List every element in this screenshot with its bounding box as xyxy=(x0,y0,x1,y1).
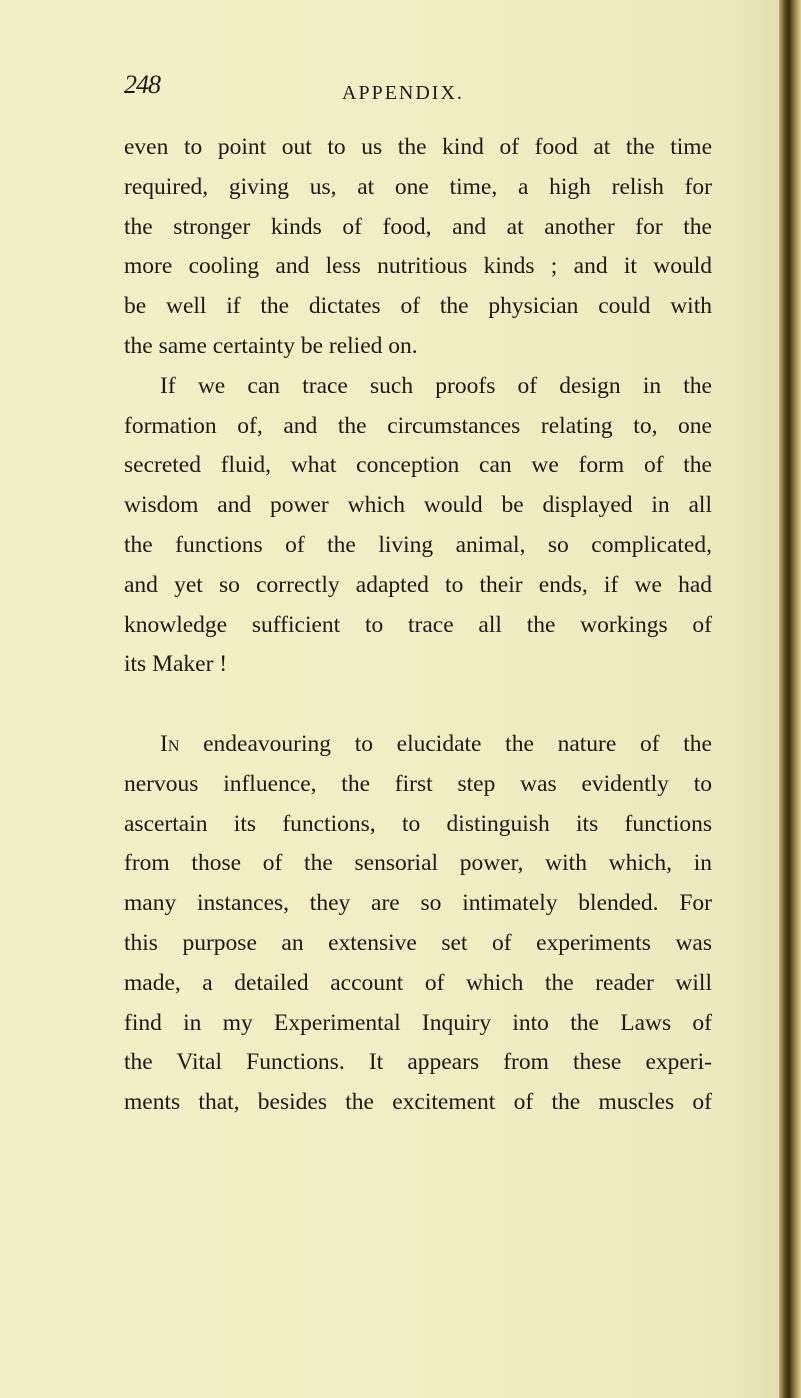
text-line: required, giving us, at one time, a high relish for xyxy=(124,173,712,200)
running-head: APPENDIX. xyxy=(342,82,464,104)
text-line: the Vital Functions. It appears from these experi- xyxy=(124,1049,712,1076)
paragraph-2 xyxy=(124,367,712,685)
text-line: the functions of the living animal, so complicated, xyxy=(124,531,712,558)
text-line: from those of the sensorial power, with which, in xyxy=(124,850,712,877)
body-text xyxy=(124,128,712,1123)
text-line: this purpose an extensive set of experiments was xyxy=(124,929,712,956)
text-line: ascertain its functions, to distinguish its functions xyxy=(124,810,712,837)
text-line-rest: endeavouring to elucidate the nature of the xyxy=(179,730,712,757)
page-number: 248 xyxy=(124,70,160,99)
text-line: even to point out to us the kind of food at the time xyxy=(124,134,712,160)
text-line: the same certainty be relied on. xyxy=(124,332,418,359)
text-line: secreted fluid, what conception can we form of the xyxy=(124,452,712,479)
text-line: nervous influence, the first step was evidently to xyxy=(124,770,712,797)
page-edge xyxy=(779,0,801,1398)
text-line: wisdom and power which would be displayed in all xyxy=(124,492,712,519)
text-line: its Maker ! xyxy=(124,651,228,678)
text-line: ments that, besides the excitement of the muscles of xyxy=(124,1089,712,1116)
text-line: more cooling and less nutritious kinds ; and it would xyxy=(124,253,712,280)
text-line: the stronger kinds of food, and at another for the xyxy=(124,213,712,240)
text-line: find in my Experimental Inquiry into the Laws of xyxy=(124,1009,712,1036)
text-line: knowledge sufficient to trace all the workings of xyxy=(124,611,712,638)
paragraph-3 xyxy=(124,725,712,1123)
text-line: and yet so correctly adapted to their ends, if we had xyxy=(124,571,712,598)
text-line: If we can trace such proofs of design in the xyxy=(160,372,712,399)
text-line: formation of, and the circumstances relating to, one xyxy=(124,412,712,439)
section-gap xyxy=(124,685,712,725)
text-line: made, a detailed account of which the reader will xyxy=(124,969,712,996)
paragraph-1 xyxy=(124,128,712,367)
drop-lead-word: In xyxy=(160,730,180,757)
text-line: many instances, they are so intimately blended. For xyxy=(124,890,712,917)
text-line: be well if the dictates of the physician could with xyxy=(124,293,712,320)
text-line xyxy=(124,725,712,765)
